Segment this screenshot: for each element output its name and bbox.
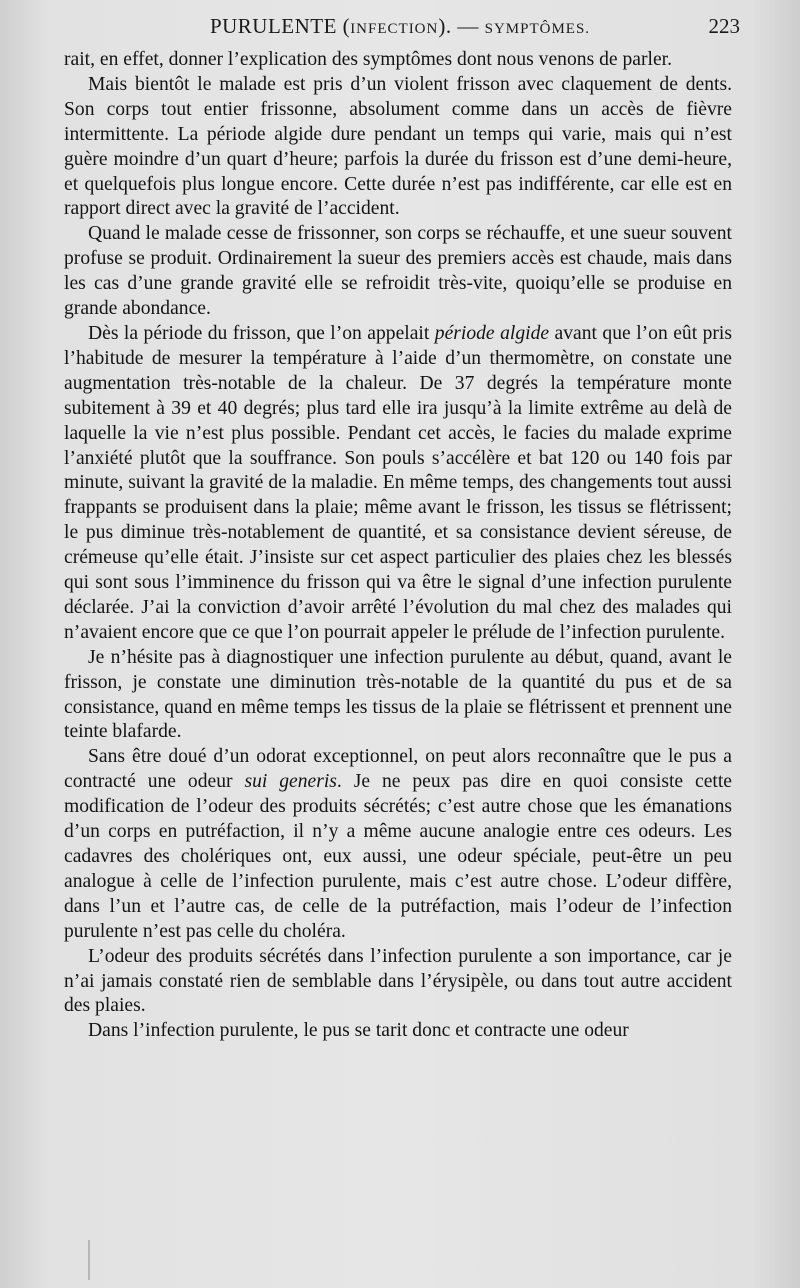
paragraph-text: Sans être doué d’un odorat exceptionnel, on peut alors reconnaître que le pus a contracté une odeur [64,746,732,793]
body-text [64,48,732,1044]
paragraph [64,48,732,73]
paragraph [64,646,732,746]
paragraph-text: L’odeur des produits sécrétés dans l’infection purulente a son importance, car je n’ai jamais constaté rien de semblable dans l’érysipèle, ou dans tout autre accident des plaies. [64,945,732,1017]
running-title-main: PURULENTE ( [209,14,351,38]
italic-text: sui generis [244,771,337,793]
margin-pencil-mark [88,1240,90,1280]
paragraph-text: Quand le malade cesse de frissonner, son corps se réchauffe, et une sueur souvent profuse se produit. Ordinairement la sueur des premiers accès est chaude, mais dans les cas d’une grande gravité elle se refroidit très-vite, quoiqu’elle se produise en grande abondance. [64,223,732,320]
paragraph-text: avant que l’on eût pris l’habitude de mesurer la température à l’aide d’un thermomètre, on constate une augmentation très-notable de la chaleur. De 37 degrés la température monte subitement à 39 et 40 degrés; plus tard elle ira jusqu’à la limite extrême au delà de laquelle la vie n’est plus possible. Pendant cet accès, le facies du malade exprime l’anxiété plutôt que la souffrance. Son pouls s’accélère et bat 120 ou 140 fois par minute, suivant la gravité de la maladie. En même temps, des changements tout aussi frappants se produisent dans la plaie; même avant le frisson, les tissus se flétrissent; le pus diminue très-notablement de quantité, et sa consistance devient séreuse, de crémeuse qu’elle était. J’insiste sur cet aspect particulier des plaies chez les blessés qui sont sous l’imminence du frisson qui va être le signal d’une infection purulente déclarée. J’ai la conviction d’avoir arrêté l’évolution du mal chez des malades qui n’avaient encore que ce que l’on pourrait appeler le prélude de l’infection purulente. [64,322,733,643]
running-title-smallcaps-symptomes: SYMPTÔMES. [484,21,591,37]
running-header [60,14,740,44]
running-title-smallcaps-infection: INFECTION [350,21,439,37]
running-title-separator: ). — [438,14,485,38]
paragraph-text: Dans l’infection purulente, le pus se tarit donc et contracte une odeur [88,1020,629,1042]
paragraph-text: Je n’hésite pas à diagnostiquer une infection purulente au début, quand, avant le frisson, je constate une diminution très-notable de la quantité du pus et de sa consistance, quand en même temps les tissus de la plaie se flétrissent et prennent une teinte blafarde. [64,646,732,743]
italic-text: période algide [434,322,550,344]
paragraph [64,322,732,646]
page-number: 223 [708,14,740,38]
paragraph-text: Dès la période du frisson, que l’on appelait [88,322,435,344]
paragraph [64,945,732,1020]
paragraph-text: Mais bientôt le malade est pris d’un violent frisson avec claquement de dents. Son corps tout entier frissonne, absolument comme dans un accès de fièvre intermittente. La période algide dure pendant un temps qui varie, mais qui n’est guère moindre d’un quart d’heure; parfois la durée du frisson est d’une demi-heure, et quelquefois plus longue encore. Cette durée n’est pas indifférente, car elle est en rapport direct avec la gravité de l’accident. [64,73,732,220]
paragraph [64,73,732,222]
paragraph [64,745,732,944]
paragraph [64,222,732,322]
paragraph-text: rait, en effet, donner l’explication des symptômes dont nous venons de parler. [64,49,672,70]
paragraph-text: . Je ne peux pas dire en quoi consiste cette modification de l’odeur des produits sécrétés; c’est autre chose que les émanations d’un corps en putréfaction, il n’y a même aucune analogie entre ces odeurs. Les cadavres des cholériques ont, eux aussi, une odeur spéciale, peut-être un peu analogue à celle de l’infection purulente, mais c’est autre chose. L’odeur diffère, dans l’un et l’autre cas, de celle de la putréfaction, mais l’odeur de l’infection purulente n’est pas celle du choléra. [64,771,732,942]
paragraph [64,1019,732,1044]
running-title [60,14,740,39]
